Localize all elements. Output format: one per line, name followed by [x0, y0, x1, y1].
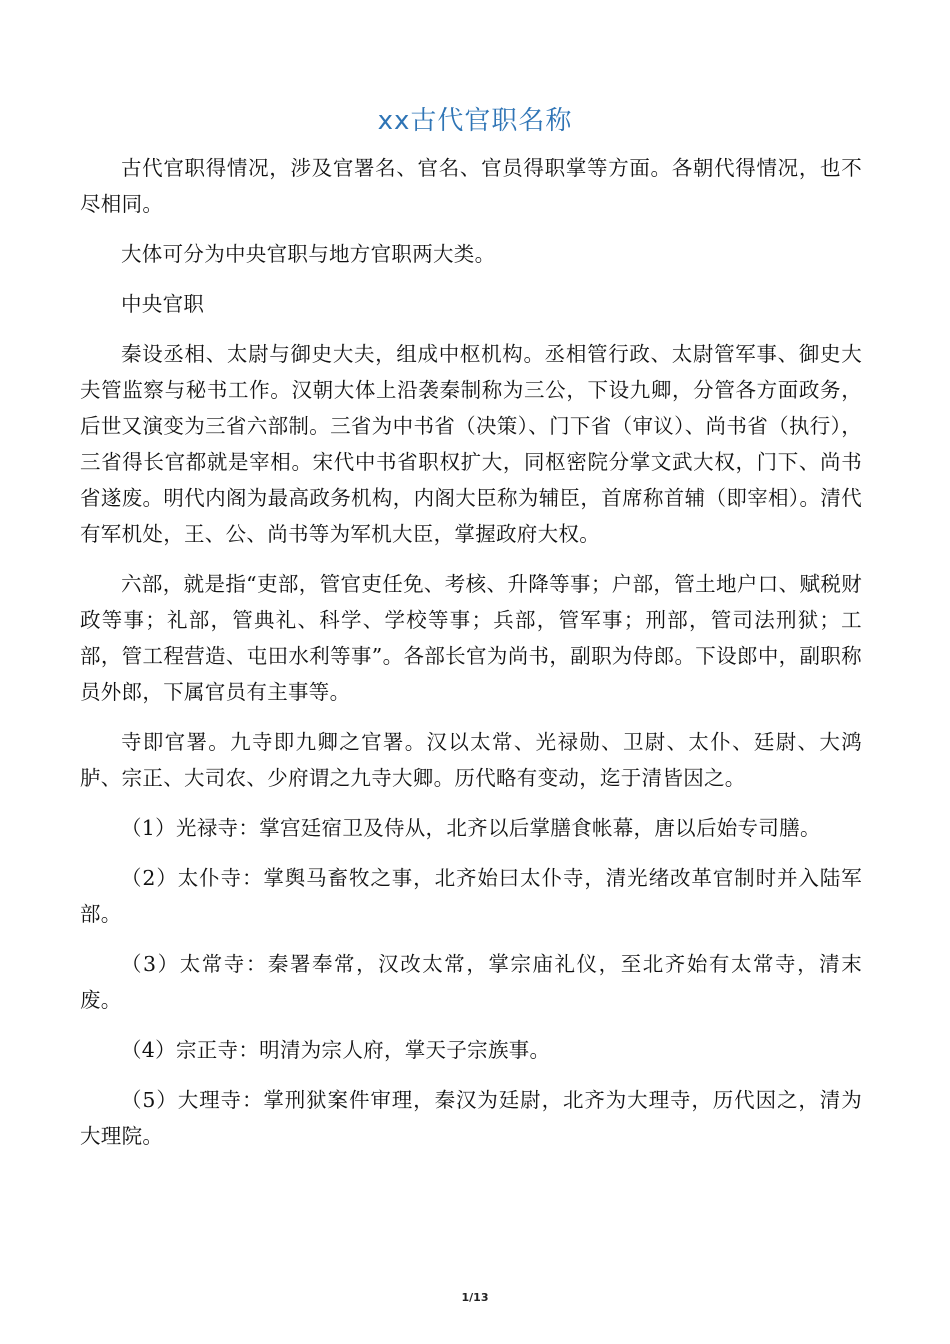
list-item-taipu-court: （2）太仆寺：掌舆马畜牧之事，北齐始曰太仆寺，清光绪改革官制时并入陆军部。 [80, 866, 862, 926]
document-body [80, 150, 862, 1168]
document-title: xx古代官职名称 [377, 106, 573, 136]
paragraph-intro: 古代官职得情况，涉及官署名、官名、官员得职掌等方面。各朝代得情况，也不尽相同。 [80, 156, 862, 216]
list-item-taichang-court: （3）太常寺：秦署奉常，汉改太常，掌宗庙礼仪，至北齐始有太常寺，清末废。 [80, 952, 862, 1012]
paragraph-categories: 大体可分为中央官职与地方官职两大类。 [121, 242, 496, 266]
paragraph-central-system: 秦设丞相、太尉与御史大夫，组成中枢机构。丞相管行政、太尉管军事、御史大夫管监察与秘书工作。汉朝大体上沿袭秦制称为三公，下设九卿，分管各方面政务，后世又演变为三省六部制。三省为中书省（决策）、门下省（审议）、尚书省（执行），三省得长官都就是宰相。宋代中书省职权扩大，同枢密院分掌文武大权，门下、尚书省遂废。明代内阁为最高政务机构，内阁大臣称为辅臣，首席称首辅（即宰相）。清代有军机处，王、公、尚书等为军机大臣，掌握政府大权。 [80, 342, 862, 546]
section-heading-central-officials: 中央官职 [121, 292, 205, 316]
paragraph-six-ministries: 六部，就是指“吏部，管官吏任免、考核、升降等事；户部，管土地户口、赋税财政等事；礼部，管典礼、科学、学校等事；兵部，管军事；刑部，管司法刑狱；工部，管工程营造、屯田水利等事”。各部长官为尚书，副职为侍郎。下设郎中，副职称员外郎，下属官员有主事等。 [80, 572, 862, 704]
list-item-dali-court: （5）大理寺：掌刑狱案件审理，秦汉为廷尉，北齐为大理寺，历代因之，清为大理院。 [80, 1088, 862, 1148]
page-number: 1/13 [461, 1291, 489, 1304]
paragraph-nine-courts: 寺即官署。九寺即九卿之官署。汉以太常、光禄勋、卫尉、太仆、廷尉、大鸿胪、宗正、大司农、少府谓之九寺大卿。历代略有变动，迄于清皆因之。 [80, 730, 862, 790]
list-item-guanglu-court: （1）光禄寺：掌宫廷宿卫及侍从，北齐以后掌膳食帐幕，唐以后始专司膳。 [121, 816, 821, 840]
list-item-zongzheng-court: （4）宗正寺：明清为宗人府，掌天子宗族事。 [121, 1038, 551, 1062]
